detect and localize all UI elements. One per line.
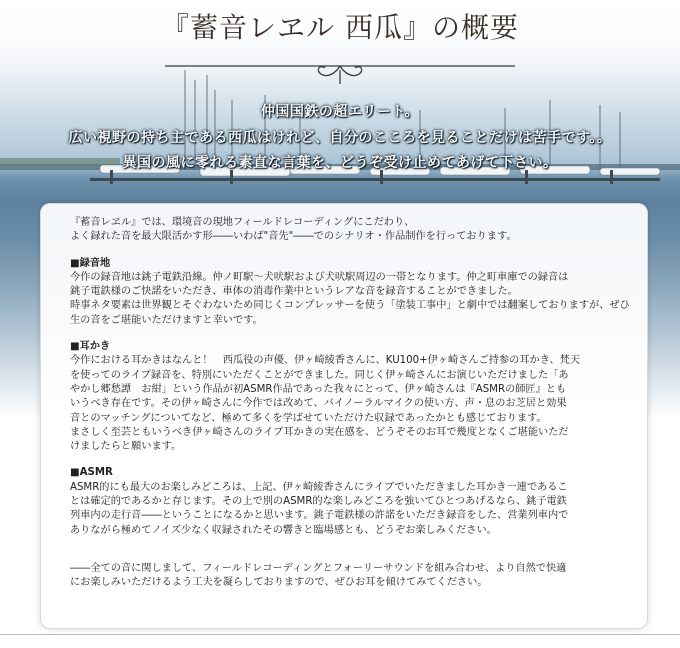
tagline-line-3: 異国の風に零れる素直な言葉を、どうぞ受け止めてあげて下さい。 [122,155,558,171]
asmr-heading: ■ASMR [70,467,113,479]
page-title: 『蓄音レヱル 西瓜』の概要 [161,11,519,44]
ear-line: けましたらと願います。 [70,441,182,453]
ear-heading: ■耳かき [70,341,111,353]
description-content [70,216,630,591]
intro-line-2: よく録れた音を最大限活かす形――いわば"音先"――でのシナリオ・作品制作を行っております。 [70,231,517,243]
intro-line-1: 『蓄音レヱル』では、環境音の現地フィールドレコーディングにこだわり、 [70,217,415,228]
title-ornament-icon [165,60,515,90]
ear-line: やかし郷愁譚 お紺」という作品が初ASMR作品であった我々にとって、伊ヶ崎さんは『ASMRの師匠』とも [70,383,567,395]
closing-line-2: にお楽しみいただけるよう工夫を凝らしておりますので、ぜひお耳を傾けてみてください。 [70,577,488,589]
ear-line: を使ってのライブ録音を、特別にいただくことができました。同じく伊ヶ崎さんにお演じいただけました「あ [70,369,569,381]
ear-line: 今作における耳かきはなんと！ 西瓜役の声優、伊ヶ崎綾香さんに、KU100+伊ヶ崎さんご持参の耳かき、梵天 [70,355,581,367]
ear-line: いうべき存在です。その伊ヶ崎さんに今作では改めて、バイノーラルマイクの使い方、声・息のお芝居と効果 [70,398,567,410]
asmr-line: ASMR的にも最大のお楽しみどころは、上記、伊ヶ崎綾香さんにライブでいただきました耳かき一連であるこ [70,481,568,493]
asmr-line: ありながら極めてノイズ少なく収録されたその響きと臨場感とも、どうぞお楽しみください。 [70,524,497,536]
tagline-line-1: 仲国国鉄の超エリート。 [260,104,420,120]
tagline-line-2: 広い視野の持ち主である西瓜はけれど、自分のこころを見ることだけは苦手です。。 [68,130,612,146]
recording-line: 今作の録音地は銚子電鉄沿線。仲ノ町駅〜犬吠駅および犬吠駅周辺の一帯となります。仲之町車庫での録音は [70,271,569,283]
ear-line: 音とのマッチングについてなど、極めて多くを学ばせていただけた収録であったかとも感じております。 [70,412,547,424]
closing-line-1: ――全ての音に関しまして、フィールドレコーディングとフォーリーサウンドを組み合わせ、より自然で快適 [70,562,567,574]
recording-line: 時事ネタ要素は世界観とそぐわないため同じくコンプレッサーを使う「塗装工事中」と劇中では翻案しておりますが、ぜひ生の音をご堪能いただけますと幸いです。 [70,300,630,326]
asmr-line: とは確定的であるかと存じます。その上で別のASMR的な楽しみどころを強いてひとつあげるなら、銚子電鉄 [70,496,567,508]
recording-heading: ■録音地 [70,257,111,269]
ear-line: まさしく至芸ともいうべき伊ヶ崎さんのライブ耳かきの実在感を、どうぞそのお耳で幾度となくご堪能いただ [70,426,569,438]
page-divider [0,634,680,635]
recording-line: 銚子電鉄様のご快諾をいただき、車体の消毒作業中というレアな音を録音することができました。 [70,286,518,298]
asmr-line: 列車内の走行音――ということになるかと思います。銚子電鉄様の許諾をいただき録音をした、営業列車内で [70,510,569,522]
